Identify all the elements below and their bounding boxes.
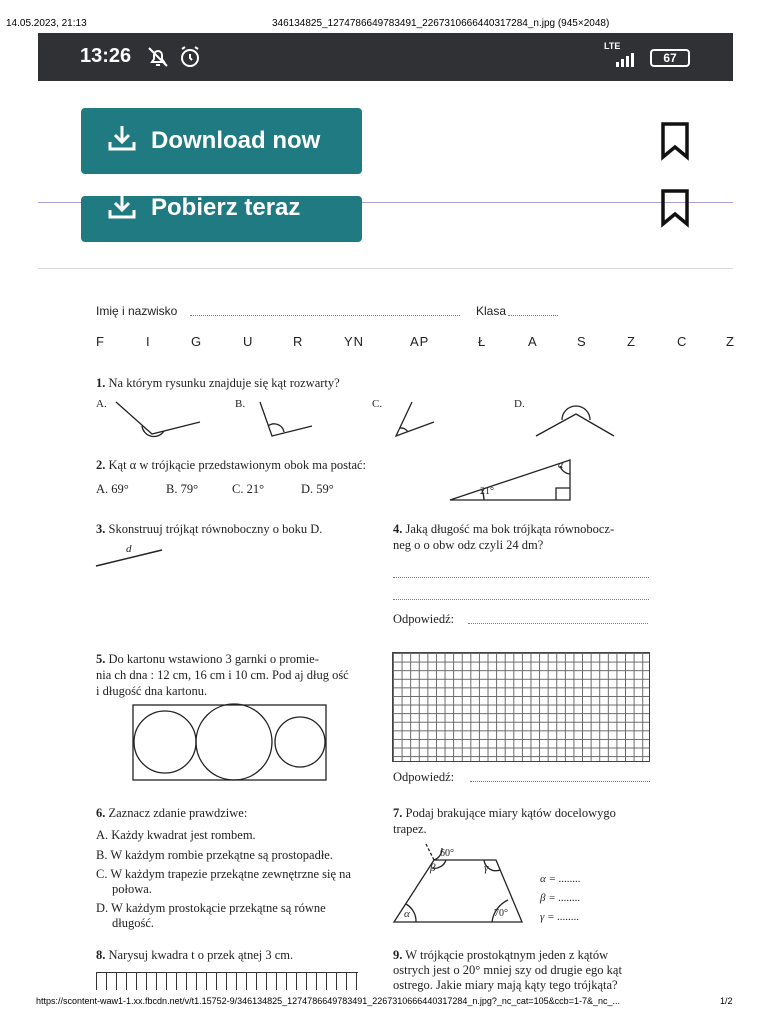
alpha-label: α: [404, 908, 410, 920]
angle-60-label: 60°: [440, 848, 454, 859]
question-number: 4.: [393, 522, 403, 536]
question-text: Kąt α w trójkącie przedstawionym obok ma postać:: [108, 458, 367, 472]
segment-label: d: [126, 543, 132, 555]
question-number: 2.: [96, 458, 106, 472]
answer-line: [470, 772, 650, 782]
angle-drawings: [96, 396, 656, 444]
question-4: [393, 522, 614, 538]
question-number: 1.: [96, 376, 106, 390]
box-with-pots-figure: [132, 704, 328, 782]
question-7: [393, 806, 616, 822]
q2-option-c: C. 21°: [232, 482, 265, 496]
q2-option-d: D. 59°: [301, 482, 334, 496]
question-1: [96, 376, 340, 392]
alpha-answer: α = ........: [540, 873, 581, 885]
q6-option-b: B. W każdym rombie przekątne są prostopadłe.: [96, 848, 333, 862]
question-text: ostrego. Jakie miary mają kąty tego trójkąta?: [393, 978, 618, 992]
triangle-alpha-label: α: [558, 460, 564, 471]
title-letter: S: [577, 334, 587, 349]
q1-option-c: C.: [372, 398, 383, 410]
title-letter: A: [528, 334, 538, 349]
network-label: LTE: [604, 41, 621, 51]
signal-icon: [616, 51, 640, 72]
name-line: [190, 306, 460, 316]
question-number: 7.: [393, 806, 403, 820]
q1-option-a: A.: [96, 398, 107, 410]
triangle-angle-label: 21°: [480, 486, 494, 497]
class-line: [508, 306, 558, 316]
battery-level: 67: [663, 51, 677, 65]
question-text: Narysuj kwadra t o przek ątnej 3 cm.: [108, 948, 294, 962]
q2-option-a: A. 69°: [96, 482, 129, 496]
question-text: ostrych jest o 20° mniej szy od drugie ego kąt: [393, 963, 622, 977]
print-filename: 346134825_1274786649783491_2267310666440317284_n.jpg (945×2048): [272, 18, 610, 29]
print-page-number: 1/2: [720, 996, 733, 1006]
bookmark-icon[interactable]: [660, 122, 690, 165]
phone-status-bar: [38, 33, 733, 81]
bell-off-icon: [146, 45, 170, 74]
answer-line: [468, 614, 648, 624]
alarm-icon: [178, 45, 202, 74]
beta-answer: β = ........: [540, 892, 581, 904]
title-letter: YN: [344, 334, 365, 349]
question-3: [96, 522, 322, 538]
download-pl-label: Pobierz teraz: [151, 194, 301, 221]
question-number: 5.: [96, 652, 106, 666]
question-2: [96, 458, 366, 474]
right-triangle-figure: [448, 456, 574, 504]
question-text: nia ch dna : 12 cm, 16 cm i 10 cm. Pod aj dług ość: [96, 668, 349, 682]
gamma-answer: γ = ........: [540, 911, 580, 923]
angle-70-label: 70°: [494, 908, 508, 919]
title-letter: Z: [726, 334, 735, 349]
title-letter: F: [96, 334, 105, 349]
question-text: Skonstruuj trójkąt równoboczny o boku D.: [108, 522, 323, 536]
question-6: [96, 806, 247, 822]
q6-option-c: C. W każdym trapezie przekątne zewnętrzne się na: [96, 867, 351, 881]
answer-label: Odpowiedź:: [393, 770, 455, 784]
print-datetime: 14.05.2023, 21:13: [6, 18, 87, 29]
title-letter: Ł: [478, 334, 487, 349]
class-label: Klasa: [476, 304, 507, 318]
name-label: Imię i nazwisko: [96, 304, 178, 318]
print-url: https://scontent-waw1-1.xx.fbcdn.net/v/t1.15752-9/346134825_1274786649783491_2267310666440317284_n.jpg?_nc_cat=105&ccb=1-7&_nc_...: [36, 996, 620, 1006]
question-number: 6.: [96, 806, 106, 820]
question-number: 3.: [96, 522, 106, 536]
title-letter: C: [677, 334, 688, 349]
title-letter: U: [243, 334, 254, 349]
question-text: neg o o obw odz czyli 24 dm?: [393, 538, 544, 552]
title-letter: AP: [410, 334, 430, 349]
download-icon: [107, 124, 137, 159]
download-pl-button[interactable]: [81, 196, 362, 242]
answer-line: [393, 568, 649, 578]
question-text: i długość dna kartonu.: [96, 684, 208, 698]
question-9: [393, 948, 608, 964]
question-text: Do kartonu wstawiono 3 garnki o promie-: [108, 652, 319, 666]
question-text: W trójkącie prostokątnym jeden z kątów: [405, 948, 609, 962]
title-letter: R: [293, 334, 304, 349]
question-text: Na którym rysunku znajduje się kąt rozwarty?: [108, 376, 340, 390]
q6-option-d-cont: długość.: [112, 916, 155, 930]
answer-label: Odpowiedź:: [393, 612, 455, 626]
battery-icon: [650, 49, 690, 67]
download-now-button[interactable]: [81, 108, 362, 174]
download-now-label: Download now: [151, 127, 321, 154]
q2-option-b: B. 79°: [166, 482, 199, 496]
q6-option-d: D. W każdym prostokącie przekątne są równe: [96, 901, 326, 915]
status-time: 13:26: [80, 45, 132, 67]
q6-option-c-cont: połowa.: [112, 882, 152, 896]
bookmark-icon[interactable]: [660, 203, 690, 227]
question-text: Jaką długość ma bok trójkąta równobocz-: [405, 522, 615, 536]
question-5: [96, 652, 319, 668]
question-text: Zaznacz zdanie prawdziwe:: [108, 806, 248, 820]
answer-line: [393, 590, 649, 600]
question-text: trapez.: [393, 822, 427, 836]
grid-strip: [96, 972, 358, 990]
download-icon: [107, 192, 137, 227]
gamma-label: γ: [484, 862, 489, 874]
grid-paper: [392, 652, 650, 762]
beta-label: β: [430, 862, 436, 874]
title-letter: I: [146, 334, 151, 349]
question-text: Podaj brakujące miary kątów docelowygo: [405, 806, 616, 820]
title-letter: G: [191, 334, 203, 349]
q1-option-b: B.: [235, 398, 246, 410]
question-8: [96, 948, 293, 964]
title-letter: Z: [627, 334, 636, 349]
question-number: 9.: [393, 948, 403, 962]
q6-option-a: A. Każdy kwadrat jest rombem.: [96, 828, 256, 842]
question-number: 8.: [96, 948, 106, 962]
divider: [38, 268, 733, 269]
q1-option-d: D.: [514, 398, 525, 410]
